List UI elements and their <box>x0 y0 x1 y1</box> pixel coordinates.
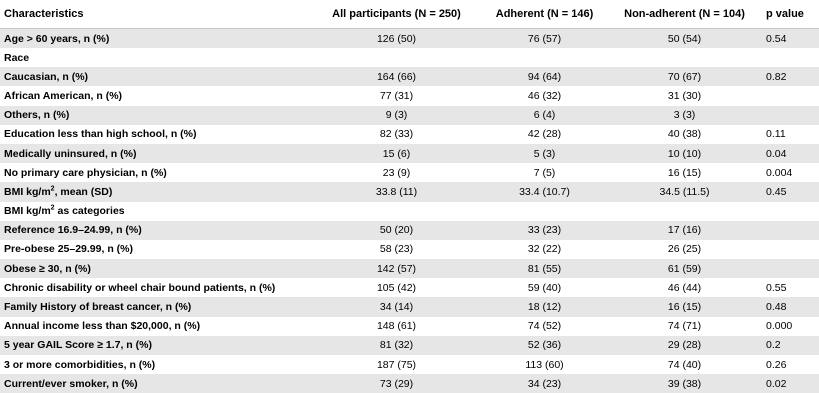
table-header <box>0 0 819 29</box>
header-p-value: p value <box>758 0 819 29</box>
table-row <box>0 317 819 336</box>
table-row <box>0 125 819 144</box>
cell-all: 126 (50) <box>315 29 478 49</box>
cell-p-value: 0.04 <box>758 144 819 163</box>
cell-all: 33.8 (11) <box>315 182 478 201</box>
cell-all: 50 (20) <box>315 221 478 240</box>
cell-adherent <box>478 202 611 221</box>
cell-non-adherent <box>611 48 758 67</box>
table-row <box>0 144 819 163</box>
header-all-participants: All participants (N = 250) <box>315 0 478 29</box>
cell-p-value <box>758 221 819 240</box>
cell-all: 148 (61) <box>315 317 478 336</box>
cell-all: 82 (33) <box>315 125 478 144</box>
cell-p-value: 0.000 <box>758 317 819 336</box>
cell-all: 164 (66) <box>315 67 478 86</box>
table-row <box>0 240 819 259</box>
cell-all: 73 (29) <box>315 374 478 393</box>
table-row <box>0 29 819 49</box>
cell-p-value <box>758 48 819 67</box>
cell-non-adherent: 3 (3) <box>611 106 758 125</box>
cell-non-adherent: 70 (67) <box>611 67 758 86</box>
cell-non-adherent: 46 (44) <box>611 278 758 297</box>
table-row <box>0 182 819 201</box>
header-adherent: Adherent (N = 146) <box>478 0 611 29</box>
row-label: Caucasian, n (%) <box>0 67 315 86</box>
row-label: 5 year GAIL Score ≥ 1.7, n (%) <box>0 336 315 355</box>
cell-adherent: 76 (57) <box>478 29 611 49</box>
row-label: Others, n (%) <box>0 106 315 125</box>
table-row <box>0 374 819 393</box>
cell-adherent: 74 (52) <box>478 317 611 336</box>
header-row <box>0 0 819 29</box>
row-label: Current/ever smoker, n (%) <box>0 374 315 393</box>
cell-p-value: 0.45 <box>758 182 819 201</box>
cell-all: 105 (42) <box>315 278 478 297</box>
row-label-suffix: , mean (SD) <box>55 186 113 198</box>
row-label: Medically uninsured, n (%) <box>0 144 315 163</box>
table-row <box>0 278 819 297</box>
cell-adherent: 34 (23) <box>478 374 611 393</box>
cell-all: 34 (14) <box>315 297 478 316</box>
header-characteristics: Characteristics <box>0 0 315 29</box>
cell-non-adherent: 50 (54) <box>611 29 758 49</box>
cell-non-adherent: 17 (16) <box>611 221 758 240</box>
cell-non-adherent: 26 (25) <box>611 240 758 259</box>
table-row <box>0 259 819 278</box>
cell-adherent: 7 (5) <box>478 163 611 182</box>
cell-p-value <box>758 240 819 259</box>
cell-p-value: 0.48 <box>758 297 819 316</box>
cell-non-adherent: 16 (15) <box>611 163 758 182</box>
row-label-text: BMI kg/m <box>4 186 51 198</box>
cell-adherent: 42 (28) <box>478 125 611 144</box>
cell-p-value <box>758 259 819 278</box>
cell-adherent: 46 (32) <box>478 86 611 105</box>
superscript-2: 2 <box>51 185 55 192</box>
cell-p-value: 0.02 <box>758 374 819 393</box>
cell-p-value <box>758 86 819 105</box>
row-label: African American, n (%) <box>0 86 315 105</box>
row-label-text: BMI kg/m <box>4 205 51 217</box>
cell-adherent: 5 (3) <box>478 144 611 163</box>
table-row <box>0 202 819 221</box>
row-label: Race <box>0 48 315 67</box>
cell-p-value: 0.26 <box>758 355 819 374</box>
row-label: Reference 16.9–24.99, n (%) <box>0 221 315 240</box>
cell-non-adherent: 74 (40) <box>611 355 758 374</box>
row-label: No primary care physician, n (%) <box>0 163 315 182</box>
row-label <box>0 182 315 201</box>
table-row <box>0 355 819 374</box>
cell-all <box>315 202 478 221</box>
cell-p-value: 0.55 <box>758 278 819 297</box>
cell-all: 142 (57) <box>315 259 478 278</box>
row-label: Education less than high school, n (%) <box>0 125 315 144</box>
cell-all: 15 (6) <box>315 144 478 163</box>
cell-p-value: 0.11 <box>758 125 819 144</box>
row-label: Pre-obese 25–29.99, n (%) <box>0 240 315 259</box>
cell-all <box>315 48 478 67</box>
cell-all: 58 (23) <box>315 240 478 259</box>
cell-all: 187 (75) <box>315 355 478 374</box>
row-label: Age > 60 years, n (%) <box>0 29 315 49</box>
row-label: Annual income less than $20,000, n (%) <box>0 317 315 336</box>
cell-adherent: 52 (36) <box>478 336 611 355</box>
row-label: Chronic disability or wheel chair bound patients, n (%) <box>0 278 315 297</box>
cell-non-adherent: 39 (38) <box>611 374 758 393</box>
cell-adherent: 33 (23) <box>478 221 611 240</box>
cell-all: 77 (31) <box>315 86 478 105</box>
cell-adherent: 59 (40) <box>478 278 611 297</box>
cell-all: 81 (32) <box>315 336 478 355</box>
cell-p-value <box>758 202 819 221</box>
cell-non-adherent: 29 (28) <box>611 336 758 355</box>
row-label: Obese ≥ 30, n (%) <box>0 259 315 278</box>
table-row <box>0 297 819 316</box>
table-row <box>0 106 819 125</box>
cell-p-value: 0.82 <box>758 67 819 86</box>
cell-non-adherent: 61 (59) <box>611 259 758 278</box>
cell-non-adherent: 74 (71) <box>611 317 758 336</box>
cell-p-value <box>758 106 819 125</box>
cell-adherent: 94 (64) <box>478 67 611 86</box>
table-row <box>0 48 819 67</box>
table-row <box>0 336 819 355</box>
cell-adherent: 33.4 (10.7) <box>478 182 611 201</box>
row-label-suffix: as categories <box>55 205 125 217</box>
header-non-adherent: Non-adherent (N = 104) <box>611 0 758 29</box>
row-label <box>0 202 315 221</box>
superscript-2: 2 <box>51 205 55 212</box>
cell-non-adherent: 34.5 (11.5) <box>611 182 758 201</box>
cell-non-adherent <box>611 202 758 221</box>
cell-adherent <box>478 48 611 67</box>
cell-non-adherent: 40 (38) <box>611 125 758 144</box>
table-body <box>0 29 819 393</box>
table-row <box>0 67 819 86</box>
cell-adherent: 113 (60) <box>478 355 611 374</box>
cell-all: 23 (9) <box>315 163 478 182</box>
cell-p-value: 0.54 <box>758 29 819 49</box>
cell-all: 9 (3) <box>315 106 478 125</box>
cell-non-adherent: 16 (15) <box>611 297 758 316</box>
cell-adherent: 18 (12) <box>478 297 611 316</box>
cell-p-value: 0.004 <box>758 163 819 182</box>
table-row <box>0 163 819 182</box>
cell-non-adherent: 31 (30) <box>611 86 758 105</box>
table-row <box>0 86 819 105</box>
cell-adherent: 6 (4) <box>478 106 611 125</box>
cell-adherent: 32 (22) <box>478 240 611 259</box>
row-label: Family History of breast cancer, n (%) <box>0 297 315 316</box>
row-label: 3 or more comorbidities, n (%) <box>0 355 315 374</box>
table-row <box>0 221 819 240</box>
cell-adherent: 81 (55) <box>478 259 611 278</box>
cell-non-adherent: 10 (10) <box>611 144 758 163</box>
cell-p-value: 0.2 <box>758 336 819 355</box>
